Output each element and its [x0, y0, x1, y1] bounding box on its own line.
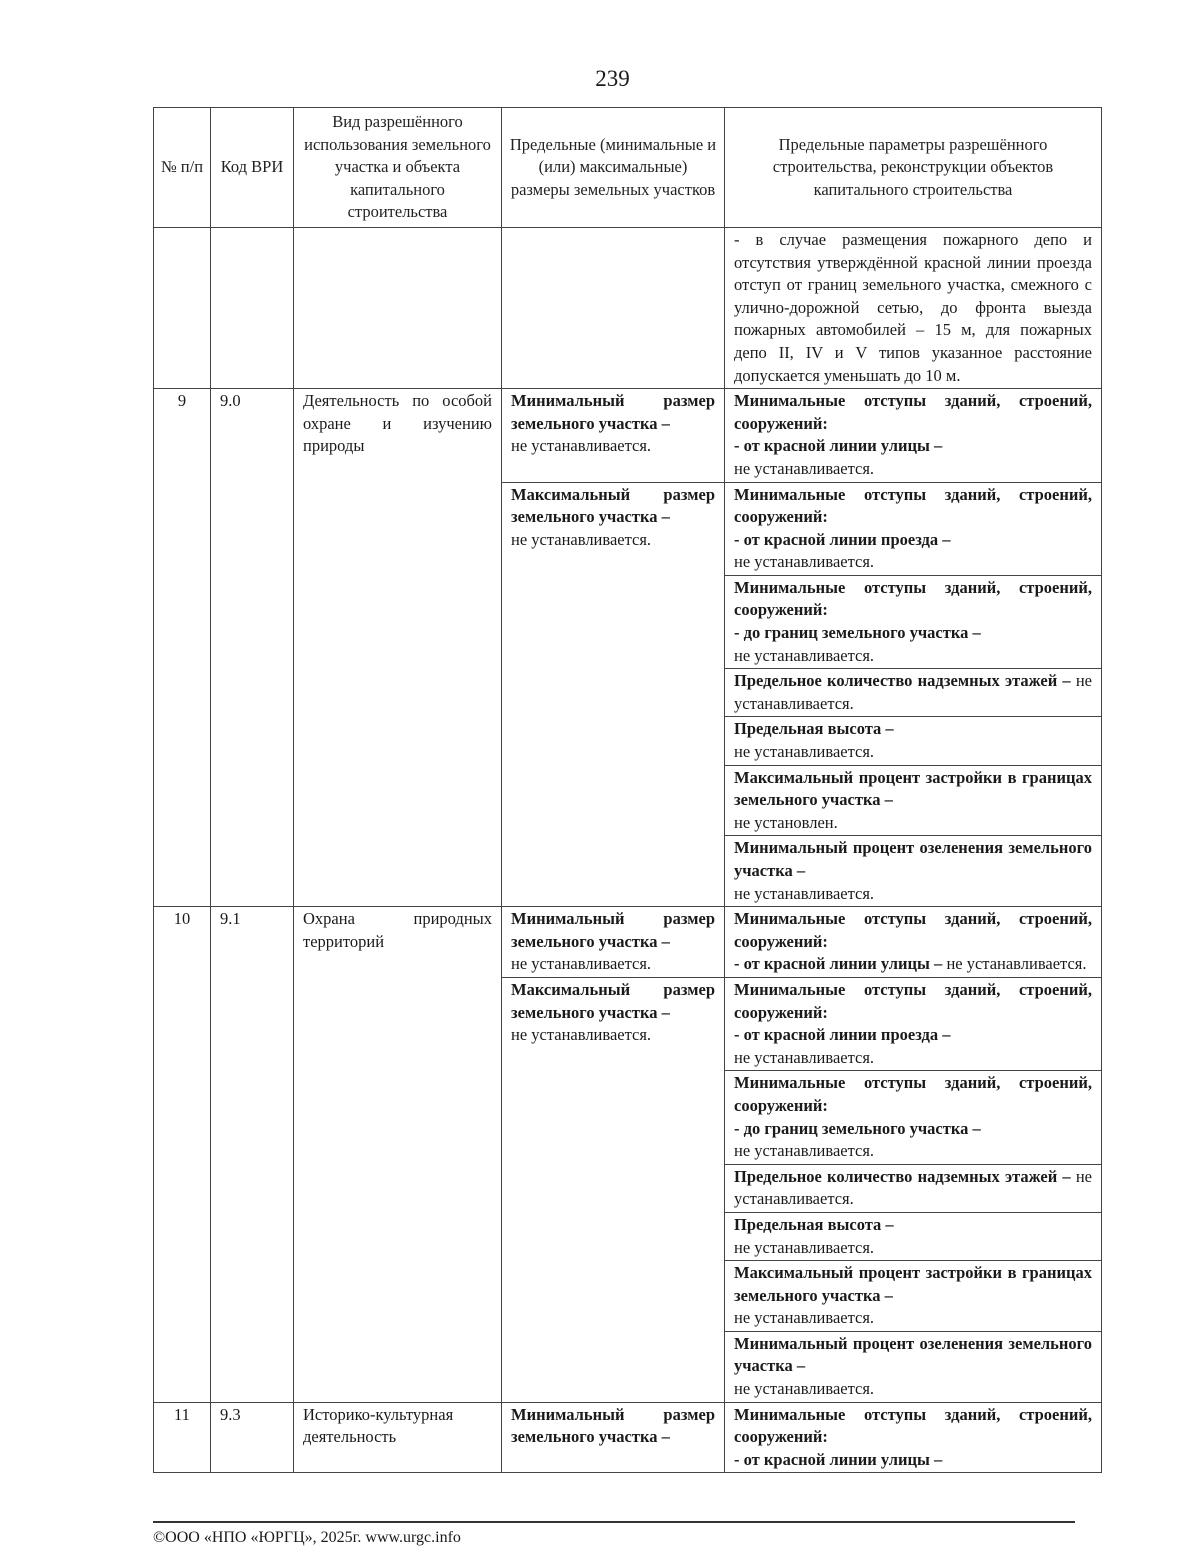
- row-type: Историко-культурная деятельность: [294, 1402, 502, 1473]
- size-max-value: не устанавливается.: [511, 1025, 652, 1045]
- param-cell: [725, 1164, 1102, 1212]
- param-value: не устанавливается.: [734, 671, 1092, 713]
- param-cell: [725, 575, 1102, 668]
- table-row: [154, 389, 1102, 482]
- param-cell: [725, 717, 1102, 765]
- row-code: 9.0: [211, 389, 294, 907]
- size-min-cell: [502, 907, 725, 978]
- param-cell: [725, 1261, 1102, 1332]
- size-min-title: Минимальный размер земельного участка –: [511, 391, 715, 433]
- size-min-cell: [502, 1402, 725, 1473]
- footer-divider: [153, 1521, 1075, 1523]
- param-cell: [725, 669, 1102, 717]
- param-title: Предельная высота –: [734, 1214, 894, 1234]
- size-min-value: не устанавливается.: [511, 436, 652, 456]
- param-title: Минимальные отступы зданий, строений, сооружений:: [734, 577, 1092, 620]
- row-type: Деятельность по особой охране и изучению природы: [294, 389, 502, 907]
- param-value: не установлен.: [734, 812, 838, 832]
- param-line: - от красной линии улицы –: [734, 436, 943, 456]
- table-row-continuation: [154, 227, 1102, 388]
- size-max-value: не устанавливается.: [511, 529, 652, 549]
- page-number: 239: [595, 66, 630, 91]
- param-line: - от красной линии улицы –: [734, 954, 943, 974]
- param-value: не устанавливается.: [734, 742, 875, 762]
- param-title: Максимальный процент застройки в границах земельного участка –: [734, 767, 1092, 810]
- continuation-text: - в случае размещения пожарного депо и отсутствия утверждённой красной линии проезда отступ от границ земельного участка, смежного с улично-дорожной сетью, до фронта выезда пожарных автомобилей – 15 м, для пожарных депо II, IV и V типов указанное расстояние допускается уменьшать до 10 м.: [725, 227, 1102, 388]
- param-value: не устанавливается.: [734, 883, 875, 903]
- param-cell: [725, 482, 1102, 575]
- header-code: Код ВРИ: [211, 108, 294, 228]
- param-value: не устанавливается.: [734, 1141, 875, 1161]
- param-cell: [725, 389, 1102, 482]
- param-value: не устанавливается.: [734, 645, 875, 665]
- param-cell: [725, 1331, 1102, 1402]
- param-cell: [725, 765, 1102, 836]
- param-value: не устанавливается.: [734, 1308, 875, 1328]
- row-number: 10: [154, 907, 211, 1402]
- param-title: Предельное количество надземных этажей –: [734, 1166, 1071, 1186]
- row-code: 9.3: [211, 1402, 294, 1473]
- row-number: 11: [154, 1402, 211, 1473]
- cell-empty: [294, 227, 502, 388]
- size-min-title: Минимальный размер земельного участка –: [511, 909, 715, 951]
- param-title: Предельное количество надземных этажей –: [734, 671, 1071, 691]
- param-cell: [725, 836, 1102, 907]
- table-row: [154, 907, 1102, 978]
- param-title: Максимальный процент застройки в границах земельного участка –: [734, 1263, 1092, 1305]
- param-value: не устанавливается.: [946, 954, 1087, 974]
- param-line: - от красной линии проезда –: [734, 1025, 951, 1045]
- row-number: 9: [154, 389, 211, 907]
- param-title: Минимальные отступы зданий, строений, сооружений:: [734, 1073, 1092, 1115]
- table-row: [154, 1402, 1102, 1473]
- param-title: Минимальные отступы зданий, строений, сооружений:: [734, 909, 1092, 951]
- footer-copyright: ©ООО «НПО «ЮРГЦ», 2025г. www.urgc.info: [153, 1529, 461, 1546]
- row-code: 9.1: [211, 907, 294, 1402]
- size-min-value: не устанавливается.: [511, 954, 652, 974]
- param-value: не устанавливается.: [734, 458, 875, 478]
- param-cell: [725, 907, 1102, 978]
- param-value: не устанавливается.: [734, 1379, 875, 1399]
- param-line: - до границ земельного участка –: [734, 623, 981, 643]
- size-min-cell: [502, 389, 725, 482]
- cell-empty: [211, 227, 294, 388]
- param-line: - до границ земельного участка –: [734, 1118, 981, 1138]
- param-value: не устанавливается.: [734, 1047, 875, 1067]
- param-value: не устанавливается.: [734, 552, 875, 572]
- param-title: Минимальный процент озеленения земельного участка –: [734, 838, 1092, 880]
- size-min-title: Минимальный размер земельного участка –: [511, 1404, 715, 1447]
- size-max-title: Максимальный размер земельного участка –: [511, 979, 715, 1022]
- param-title: Минимальные отступы зданий, строений, сооружений:: [734, 484, 1092, 527]
- param-cell: [725, 1071, 1102, 1164]
- cell-empty: [154, 227, 211, 388]
- param-cell: [725, 1402, 1102, 1473]
- header-num: № п/п: [154, 108, 211, 228]
- param-cell: [725, 1212, 1102, 1260]
- size-max-cell: [502, 482, 725, 907]
- param-line: - от красной линии улицы –: [734, 1449, 943, 1469]
- param-title: Предельная высота –: [734, 719, 894, 739]
- header-params: Предельные параметры разрешённого строительства, реконструкции объектов капитального строительства: [725, 108, 1102, 228]
- header-sizes: Предельные (минимальные и (или) максимальные) размеры земельных участков: [502, 108, 725, 228]
- cell-empty: [502, 227, 725, 388]
- row-type: Охрана природных территорий: [294, 907, 502, 1402]
- size-max-title: Максимальный размер земельного участка –: [511, 484, 715, 527]
- param-title: Минимальные отступы зданий, строений, сооружений:: [734, 1404, 1092, 1447]
- param-title: Минимальный процент озеленения земельного участка –: [734, 1333, 1092, 1376]
- param-title: Минимальные отступы зданий, строений, сооружений:: [734, 391, 1092, 433]
- size-max-cell: [502, 977, 725, 1402]
- param-line: - от красной линии проезда –: [734, 529, 951, 549]
- header-type: Вид разрешённого использования земельного участка и объекта капитального строительства: [294, 108, 502, 228]
- param-title: Минимальные отступы зданий, строений, сооружений:: [734, 979, 1092, 1022]
- param-value: не устанавливается.: [734, 1166, 1092, 1209]
- param-cell: [725, 977, 1102, 1070]
- table-header-row: [154, 108, 1102, 228]
- param-value: не устанавливается.: [734, 1237, 875, 1257]
- regulations-table: [153, 107, 1102, 1473]
